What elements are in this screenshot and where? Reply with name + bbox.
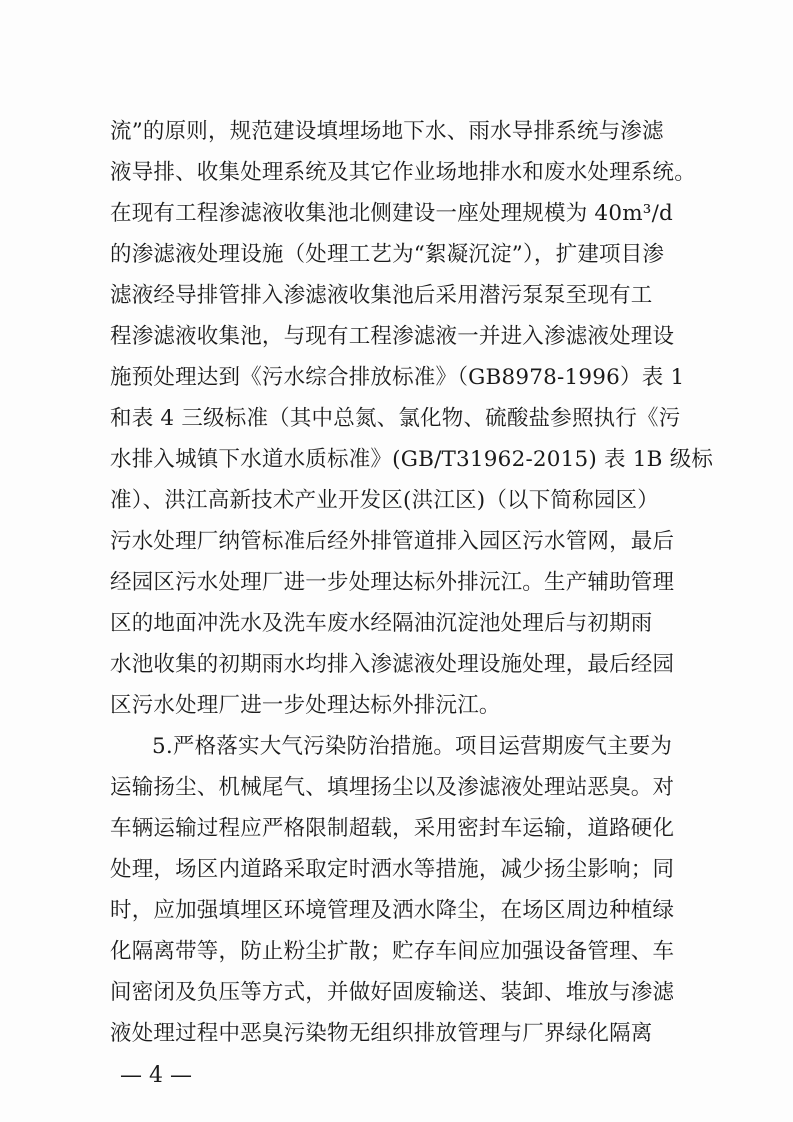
text-line: 液处理过程中恶臭污染物无组织排放管理与厂界绿化隔离 <box>110 1021 653 1046</box>
text-line: 水池收集的初期雨水均排入渗滤液处理设施处理，最后经园 <box>110 652 675 677</box>
text-line: 流”的原则，规范建设填埋场地下水、雨水导排系统与渗滤 <box>110 119 664 144</box>
page-number: — 4 — <box>120 1063 192 1088</box>
text-line: 程渗滤液收集池，与现有工程渗滤液一并进入渗滤液处理设 <box>110 324 675 349</box>
text-line: 时，应加强填埋区环境管理及洒水降尘，在场区周边种植绿 <box>110 898 675 923</box>
text-line: 经园区污水处理厂进一步处理达标外排沅江。生产辅助管理 <box>110 570 675 595</box>
text-line: 的渗滤液处理设施（处理工艺为“絮凝沉淀”），扩建项目渗 <box>110 242 665 267</box>
text-line: 污水处理厂纳管标准后经外排管道排入园区污水管网，最后 <box>110 529 675 554</box>
text-line: 5.严格落实大气污染防治措施。项目运营期废气主要为 <box>152 734 673 759</box>
text-line: 运输扬尘、机械尾气、填埋扬尘以及渗滤液处理站恶臭。对 <box>110 775 675 800</box>
text-line: 在现有工程渗滤液收集池北侧建设一座处理规模为 40m³/d <box>110 201 674 226</box>
text-line: 和表 4 三级标准（其中总氮、氯化物、硫酸盐参照执行《污 <box>110 406 681 431</box>
text-line: 区污水处理厂进一步处理达标外排沅江。 <box>110 693 501 718</box>
text-line: 间密闭及负压等方式，并做好固废输送、装卸、堆放与渗滤 <box>110 980 675 1005</box>
text-line: 车辆运输过程应严格限制超载，采用密封车运输，道路硬化 <box>110 816 675 841</box>
text-line: 施预处理达到《污水综合排放标准》（GB8978-1996）表 1 <box>110 365 685 390</box>
text-line: 滤液经导排管排入渗滤液收集池后采用潜污泵泵至现有工 <box>110 283 653 308</box>
text-line: 水排入城镇下水道水质标准》(GB/T31962-2015) 表 1B 级标 <box>110 447 714 472</box>
text-line: 区的地面冲洗水及洗车废水经隔油沉淀池处理后与初期雨 <box>110 611 653 636</box>
text-line: 化隔离带等，防止粉尘扩散；贮存车间应加强设备管理、车 <box>110 939 675 964</box>
text-line: 液导排、收集处理系统及其它作业场地排水和废水处理系统。 <box>110 160 696 185</box>
text-line: 准）、洪江高新技术产业开发区(洪江区)（以下简称园区） <box>110 488 659 513</box>
text-line: 处理，场区内道路采取定时洒水等措施，减少扬尘影响；同 <box>110 857 675 882</box>
